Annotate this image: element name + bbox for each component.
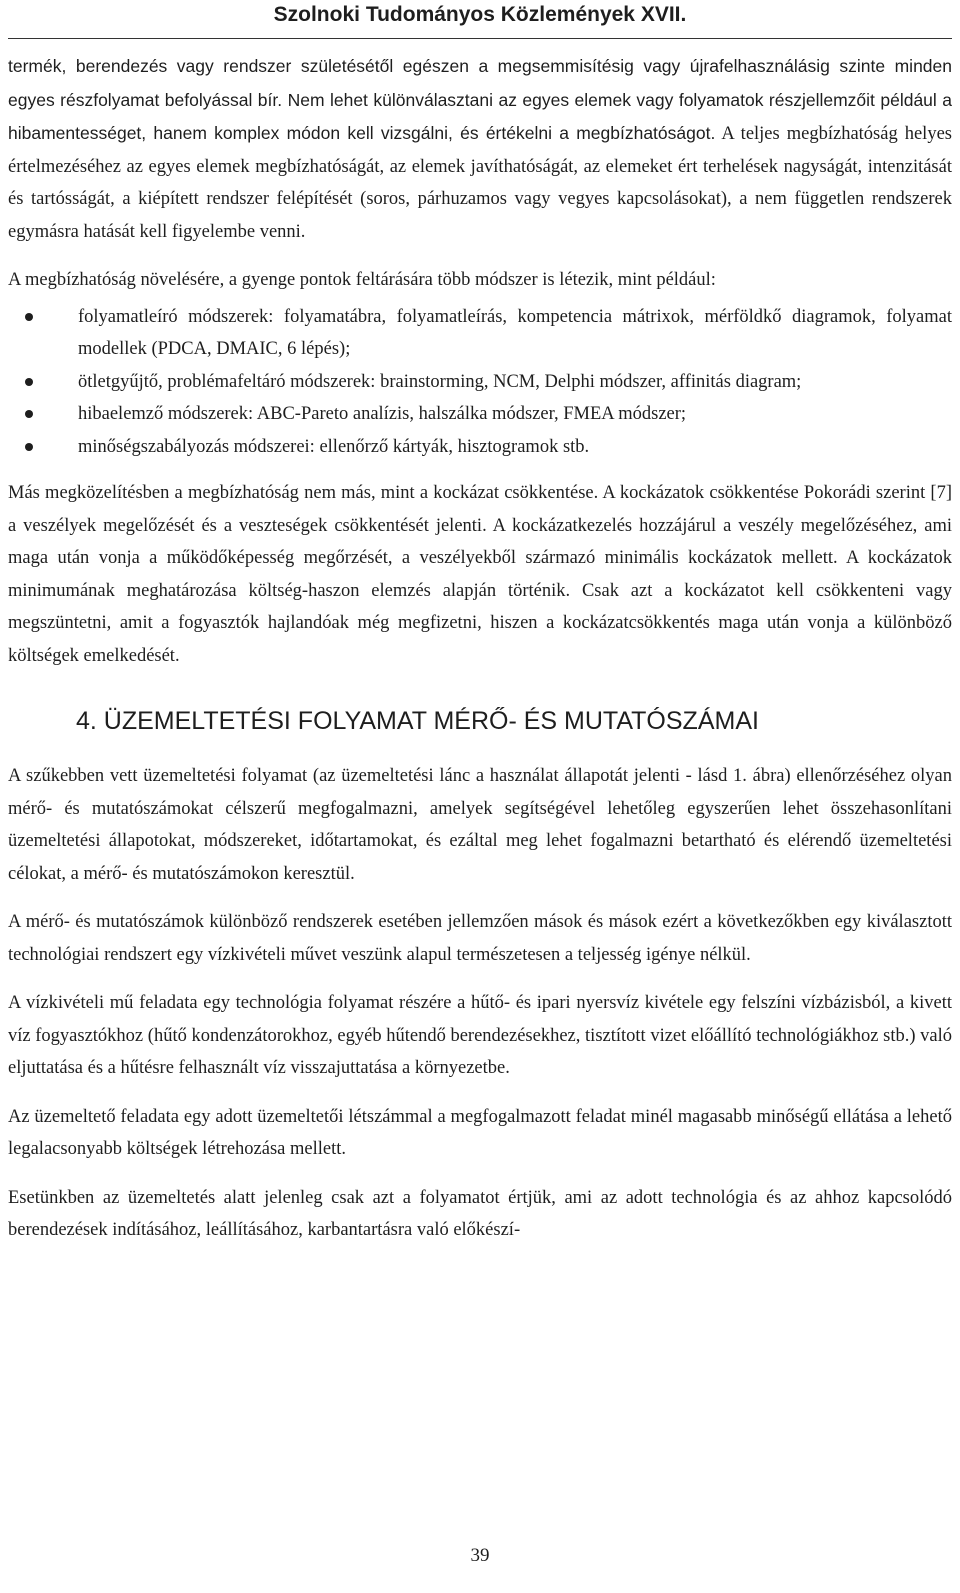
section-paragraph: A szűkebben vett üzemeltetési folyamat (az üzemeltetési lánc a használat állapotát jelenti - lásd 1. ábra) ellenőrzéséhez olyan mérő- és mutatószámokat célszerű megfogalmazni, amelyek segítségével lehetőleg egyszerűen lehet összehasonlítani üzemeltetési állapotokat, módszereket, időtartamokat, és ezáltal meg lehet fogalmazni betartható és elérendő üzemeltetési célokat, a mérő- és mutatószámokon keresztül. — [8, 766, 952, 884]
list-item — [8, 366, 952, 399]
list-item-text: minőségszabályozás módszerei: ellenőrző kártyák, hisztogramok stb. — [78, 436, 590, 457]
list-item — [8, 301, 952, 366]
reliability-paragraph-sans-part: termék, berendezés vagy rendszer születésétől egészen a megsemmisítésig vagy újrafelhasználásig szinte minden egyes részfolyamat befolyással bír. Nem lehet különválasztani az egyes elemek vagy folyamatok részjellemzőit például a hibamentességet, hanem komplex módon kell vizsgálni, és értékelni a megbízhatóságot. — [8, 56, 952, 143]
page-number: 39 — [470, 1545, 490, 1566]
list-item-text: folyamatleíró módszerek: folyamatábra, folyamatleírás, kompetencia mátrixok, mérföldkő diagramok, folyamat modellek (PDCA, DMAIC, 6 lépés); — [78, 306, 952, 359]
journal-title: Szolnoki Tudományos Közlemények XVII. — [273, 3, 687, 26]
list-item — [8, 431, 952, 464]
list-item-text: hibaelemző módszerek: ABC-Pareto analízis, halszálka módszer, FMEA módszer; — [78, 404, 687, 424]
section-paragraph: Az üzemeltető feladata egy adott üzemeltetői létszámmal a megfogalmazott feladat minél magasabb minőségű ellátása a lehető legalacsonyabb költségek létrehozása mellett. — [8, 1106, 952, 1159]
list-item — [8, 398, 952, 431]
section-paragraph: A vízkivételi mű feladata egy technológia folyamat részére a hűtő- és ipari nyersvíz kivétele egy felszíni vízbázisból, a kivett víz fogyasztókhoz (hűtő kondenzátorokhoz, egyéb hűtendő berendezésekhez, tisztított vizet előállító technológiákhoz stb.) való eljuttatása és a hűtésre felhasznált víz visszajuttatása a környezetbe. — [8, 993, 952, 1078]
methods-list — [8, 301, 952, 464]
list-item-text: ötletgyűjtő, problémafeltáró módszerek: brainstorming, NCM, Delphi módszer, affinitás diagram; — [78, 371, 802, 392]
methods-intro: A megbízhatóság növelésére, a gyenge pontok feltárására több módszer is létezik, mint például: — [8, 270, 716, 290]
bullet-icon — [25, 443, 33, 451]
reliability-paragraph — [8, 50, 952, 248]
reliability-paragraph-serif-part: A teljes megbízhatóság helyes értelmezéséhez az egyes elemek megbízhatóságát, az elemek javíthatóságát, az elemeket ért terhelések nagyságát, intenzitását és tartósságát, a kiépített rendszer felépítését (soros, párhuzamos vagy vegyes kapcsolásokat), a nem független rendszerek egymásra hatását kell figyelembe venni. — [8, 124, 952, 242]
risk-paragraph: Más megközelítésben a megbízhatóság nem más, mint a kockázat csökkentése. A kockázatok csökkentése Pokorádi szerint [7] a veszélyek megelőzését és a veszteségek csökkentését jelenti. A kockázatkezelés hozzájárul a veszély megelőzéséhez, ami maga után vonja a működőképesség megőrzését, a veszélyekből származó minimális kockázatok mellett. A kockázatok minimumának meghatározása költség-haszon elemzés alapján történik. Csak azt a kockázatot kell csökkenteni vagy megszüntetni, amit a fogyasztók hajlandóak még megfizetni, hiszen a kockázatcsökkentés maga után vonja a különböző költségek emelkedését. — [8, 483, 952, 666]
section-heading: 4. ÜZEMELTETÉSI FOLYAMAT MÉRŐ- ÉS MUTATÓSZÁMAI — [76, 707, 759, 735]
page-body — [8, 50, 952, 1263]
section-paragraph: Esetünkben az üzemeltetés alatt jelenleg csak azt a folyamatot értjük, ami az adott technológia és az ahhoz kapcsolódó berendezések indításához, leállításához, karbantartásra való előkészí- — [8, 1187, 952, 1240]
header-rule — [8, 38, 952, 39]
bullet-icon — [25, 378, 33, 386]
section-paragraph: A mérő- és mutatószámok különböző rendszerek esetében jellemzően mások és mások ezért a következőkben egy kiválasztott technológiai rendszert egy vízkivételi művet veszünk alapul természetesen a teljesség igénye nélkül. — [8, 912, 952, 965]
bullet-icon — [25, 313, 33, 321]
bullet-icon — [25, 410, 33, 418]
